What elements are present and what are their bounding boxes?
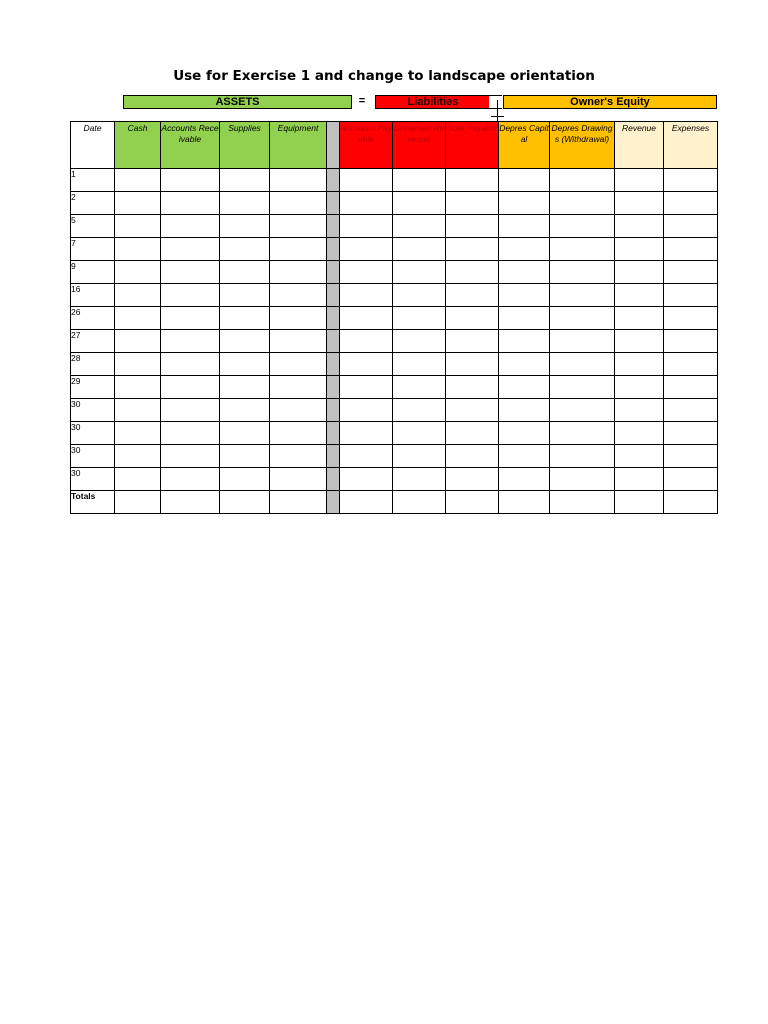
date-cell[interactable]: 1: [71, 169, 115, 192]
entry-cell[interactable]: [270, 422, 327, 445]
entry-cell[interactable]: [446, 399, 499, 422]
entry-cell[interactable]: [550, 238, 615, 261]
entry-cell[interactable]: [550, 445, 615, 468]
entry-cell[interactable]: [393, 353, 446, 376]
entry-cell[interactable]: [220, 284, 270, 307]
entry-cell[interactable]: [161, 169, 220, 192]
col-header-accounts-receivable[interactable]: Accounts Receivable: [161, 122, 220, 169]
entry-cell[interactable]: [161, 491, 220, 514]
entry-cell[interactable]: [664, 284, 718, 307]
entry-cell[interactable]: [115, 399, 161, 422]
entry-cell[interactable]: [393, 491, 446, 514]
entry-cell[interactable]: [161, 215, 220, 238]
entry-cell[interactable]: [115, 215, 161, 238]
entry-cell[interactable]: [446, 192, 499, 215]
entry-cell[interactable]: [446, 169, 499, 192]
entry-cell[interactable]: [393, 307, 446, 330]
entry-cell[interactable]: [220, 307, 270, 330]
entry-cell[interactable]: [270, 330, 327, 353]
entry-cell[interactable]: [115, 468, 161, 491]
separator-cell: [327, 215, 340, 238]
entry-cell[interactable]: [340, 399, 393, 422]
entry-cell[interactable]: [115, 169, 161, 192]
entry-cell[interactable]: [161, 399, 220, 422]
entry-cell[interactable]: [220, 491, 270, 514]
entry-cell[interactable]: [664, 330, 718, 353]
entry-cell[interactable]: [550, 468, 615, 491]
entry-cell[interactable]: [270, 284, 327, 307]
entry-cell[interactable]: [270, 307, 327, 330]
entry-cell[interactable]: [615, 468, 664, 491]
entry-cell[interactable]: [220, 215, 270, 238]
entry-cell[interactable]: [664, 353, 718, 376]
separator-cell: [327, 445, 340, 468]
entry-cell[interactable]: [615, 238, 664, 261]
accounting-equation-worksheet: [70, 121, 718, 514]
entry-cell[interactable]: [161, 445, 220, 468]
entry-cell[interactable]: [664, 468, 718, 491]
entry-cell[interactable]: [161, 468, 220, 491]
entry-cell[interactable]: [115, 422, 161, 445]
entry-cell[interactable]: [615, 422, 664, 445]
separator-cell: [327, 422, 340, 445]
entry-cell[interactable]: [615, 261, 664, 284]
date-cell[interactable]: 30: [71, 445, 115, 468]
entry-cell[interactable]: [340, 376, 393, 399]
entry-cell[interactable]: [340, 330, 393, 353]
selected-cell[interactable]: [489, 95, 502, 109]
cursor-crosshair-icon: [497, 100, 498, 122]
col-header-equipment[interactable]: Equipment: [270, 122, 327, 169]
separator-cell: [327, 399, 340, 422]
entry-cell[interactable]: [664, 169, 718, 192]
entry-cell[interactable]: [270, 445, 327, 468]
entry-cell[interactable]: [664, 215, 718, 238]
table-row: [71, 215, 718, 238]
entry-cell[interactable]: [499, 307, 550, 330]
liabilities-header-band: Liabilities: [375, 95, 491, 109]
entry-cell[interactable]: [499, 468, 550, 491]
entry-cell[interactable]: [161, 261, 220, 284]
entry-cell[interactable]: [220, 445, 270, 468]
entry-cell[interactable]: [393, 238, 446, 261]
entry-cell[interactable]: [220, 192, 270, 215]
col-header-date[interactable]: Date: [71, 122, 115, 169]
entry-cell[interactable]: [615, 307, 664, 330]
entry-cell[interactable]: [615, 330, 664, 353]
entry-cell[interactable]: [220, 353, 270, 376]
entry-cell[interactable]: [664, 238, 718, 261]
separator-cell: [327, 238, 340, 261]
entry-cell[interactable]: [615, 353, 664, 376]
entry-cell[interactable]: [446, 353, 499, 376]
entry-cell[interactable]: [393, 376, 446, 399]
entry-cell[interactable]: [161, 330, 220, 353]
separator-cell: [327, 491, 340, 514]
entry-cell[interactable]: [499, 169, 550, 192]
entry-cell[interactable]: [664, 422, 718, 445]
entry-cell[interactable]: [446, 261, 499, 284]
col-separator: [327, 122, 340, 169]
entry-cell[interactable]: [499, 284, 550, 307]
entry-cell[interactable]: [115, 307, 161, 330]
entry-cell[interactable]: [393, 261, 446, 284]
entry-cell[interactable]: [446, 215, 499, 238]
entry-cell[interactable]: [270, 215, 327, 238]
entry-cell[interactable]: [161, 307, 220, 330]
entry-cell[interactable]: [220, 238, 270, 261]
separator-cell: [327, 376, 340, 399]
entry-cell[interactable]: [550, 261, 615, 284]
entry-cell[interactable]: [393, 399, 446, 422]
separator-cell: [327, 192, 340, 215]
date-cell[interactable]: 30: [71, 422, 115, 445]
entry-cell[interactable]: [615, 491, 664, 514]
entry-cell[interactable]: [220, 169, 270, 192]
entry-cell[interactable]: [446, 491, 499, 514]
entry-cell[interactable]: [446, 445, 499, 468]
entry-cell[interactable]: [115, 330, 161, 353]
entry-cell[interactable]: [550, 215, 615, 238]
entry-cell[interactable]: [664, 376, 718, 399]
table-row: [71, 307, 718, 330]
entry-cell[interactable]: [499, 238, 550, 261]
separator-cell: [327, 284, 340, 307]
separator-cell: [327, 330, 340, 353]
entry-cell[interactable]: [340, 261, 393, 284]
table-row: [71, 330, 718, 353]
table-row: [71, 422, 718, 445]
entry-cell[interactable]: [161, 353, 220, 376]
entry-cell[interactable]: [664, 192, 718, 215]
entry-cell[interactable]: [550, 353, 615, 376]
entry-cell[interactable]: [270, 399, 327, 422]
col-header-note-payable[interactable]: Note Payable: [446, 122, 499, 169]
entry-cell[interactable]: [340, 445, 393, 468]
table-row: [71, 445, 718, 468]
entry-cell[interactable]: [550, 330, 615, 353]
entry-cell[interactable]: [340, 307, 393, 330]
entry-cell[interactable]: [550, 491, 615, 514]
entry-cell[interactable]: [393, 192, 446, 215]
entry-cell[interactable]: [161, 422, 220, 445]
totals-label[interactable]: Totals: [71, 491, 115, 514]
entry-cell[interactable]: [615, 445, 664, 468]
col-header-expenses[interactable]: Expenses: [664, 122, 718, 169]
assets-header-band: ASSETS: [123, 95, 352, 109]
entry-cell[interactable]: [446, 307, 499, 330]
entry-cell[interactable]: [393, 468, 446, 491]
entry-cell[interactable]: [340, 192, 393, 215]
separator-cell: [327, 468, 340, 491]
entry-cell[interactable]: [446, 284, 499, 307]
date-cell[interactable]: 29: [71, 376, 115, 399]
entry-cell[interactable]: [161, 284, 220, 307]
entry-cell[interactable]: [161, 376, 220, 399]
entry-cell[interactable]: [220, 261, 270, 284]
entry-cell[interactable]: [115, 353, 161, 376]
worksheet-body: [71, 169, 718, 514]
table-row: [71, 238, 718, 261]
entry-cell[interactable]: [615, 169, 664, 192]
table-row: [71, 284, 718, 307]
entry-cell[interactable]: [220, 399, 270, 422]
entry-cell[interactable]: [499, 215, 550, 238]
entry-cell[interactable]: [393, 330, 446, 353]
entry-cell[interactable]: [499, 399, 550, 422]
entry-cell[interactable]: [499, 491, 550, 514]
entry-cell[interactable]: [499, 445, 550, 468]
entry-cell[interactable]: [340, 468, 393, 491]
table-row: [71, 399, 718, 422]
entry-cell[interactable]: [615, 376, 664, 399]
entry-cell[interactable]: [340, 491, 393, 514]
entry-cell[interactable]: [393, 284, 446, 307]
entry-cell[interactable]: [446, 330, 499, 353]
entry-cell[interactable]: [270, 238, 327, 261]
entry-cell[interactable]: [499, 422, 550, 445]
entry-cell[interactable]: [340, 215, 393, 238]
col-header-revenue[interactable]: Revenue: [615, 122, 664, 169]
entry-cell[interactable]: [664, 261, 718, 284]
entry-cell[interactable]: [270, 192, 327, 215]
table-row: [71, 376, 718, 399]
entry-cell[interactable]: [270, 376, 327, 399]
col-header-cash[interactable]: Cash: [115, 122, 161, 169]
col-header-accounts-payable[interactable]: Accounts Payable: [340, 122, 393, 169]
entry-cell[interactable]: [340, 169, 393, 192]
entry-cell[interactable]: [550, 284, 615, 307]
entry-cell[interactable]: [446, 422, 499, 445]
entry-cell[interactable]: [393, 215, 446, 238]
entry-cell[interactable]: [220, 422, 270, 445]
entry-cell[interactable]: [340, 353, 393, 376]
separator-cell: [327, 169, 340, 192]
entry-cell[interactable]: [270, 353, 327, 376]
entry-cell[interactable]: [550, 192, 615, 215]
entry-cell[interactable]: [270, 169, 327, 192]
entry-cell[interactable]: [340, 422, 393, 445]
entry-cell[interactable]: [270, 261, 327, 284]
entry-cell[interactable]: [615, 215, 664, 238]
entry-cell[interactable]: [550, 376, 615, 399]
col-header-supplies[interactable]: Supplies: [220, 122, 270, 169]
entry-cell[interactable]: [664, 445, 718, 468]
entry-cell[interactable]: [115, 376, 161, 399]
entry-cell[interactable]: [499, 376, 550, 399]
entry-cell[interactable]: [499, 261, 550, 284]
owners-equity-header-band: Owner's Equity: [503, 95, 717, 109]
entry-cell[interactable]: [220, 468, 270, 491]
entry-cell[interactable]: [499, 353, 550, 376]
entry-cell[interactable]: [550, 307, 615, 330]
entry-cell[interactable]: [115, 445, 161, 468]
entry-cell[interactable]: [115, 284, 161, 307]
table-row: [71, 169, 718, 192]
entry-cell[interactable]: [115, 491, 161, 514]
header-row: [71, 122, 718, 169]
separator-cell: [327, 353, 340, 376]
entry-cell[interactable]: [499, 330, 550, 353]
entry-cell[interactable]: [550, 399, 615, 422]
entry-cell[interactable]: [446, 468, 499, 491]
col-header-unearned-revenue[interactable]: Unearned Revenue: [393, 122, 446, 169]
entry-cell[interactable]: [550, 422, 615, 445]
table-row: [71, 261, 718, 284]
date-cell[interactable]: 7: [71, 238, 115, 261]
entry-cell[interactable]: [393, 169, 446, 192]
date-cell[interactable]: 5: [71, 215, 115, 238]
table-row: [71, 353, 718, 376]
entry-cell[interactable]: [340, 284, 393, 307]
entry-cell[interactable]: [220, 376, 270, 399]
date-cell[interactable]: 30: [71, 468, 115, 491]
entry-cell[interactable]: [393, 445, 446, 468]
entry-cell[interactable]: [550, 169, 615, 192]
entry-cell[interactable]: [615, 284, 664, 307]
totals-row: [71, 491, 718, 514]
entry-cell[interactable]: [615, 192, 664, 215]
separator-cell: [327, 307, 340, 330]
cursor-crosshair-icon: [491, 116, 504, 117]
separator-cell: [327, 261, 340, 284]
entry-cell[interactable]: [115, 238, 161, 261]
date-cell[interactable]: 26: [71, 307, 115, 330]
date-cell[interactable]: 28: [71, 353, 115, 376]
date-cell[interactable]: 27: [71, 330, 115, 353]
entry-cell[interactable]: [161, 238, 220, 261]
entry-cell[interactable]: [161, 192, 220, 215]
date-cell[interactable]: 30: [71, 399, 115, 422]
entry-cell[interactable]: [270, 491, 327, 514]
col-header-depres-drawings[interactable]: Depres Drawings (Withdrawal): [550, 122, 615, 169]
entry-cell[interactable]: [393, 422, 446, 445]
col-header-depres-capital[interactable]: Depres Capital: [499, 122, 550, 169]
entry-cell[interactable]: [664, 307, 718, 330]
entry-cell[interactable]: [446, 376, 499, 399]
entry-cell[interactable]: [615, 399, 664, 422]
entry-cell[interactable]: [664, 399, 718, 422]
entry-cell[interactable]: [115, 192, 161, 215]
date-cell[interactable]: 2: [71, 192, 115, 215]
entry-cell[interactable]: [220, 330, 270, 353]
table-row: [71, 192, 718, 215]
date-cell[interactable]: 16: [71, 284, 115, 307]
entry-cell[interactable]: [446, 238, 499, 261]
page-title: Use for Exercise 1 and change to landscape orientation: [173, 68, 595, 84]
entry-cell[interactable]: [340, 238, 393, 261]
entry-cell[interactable]: [499, 192, 550, 215]
table-row: [71, 468, 718, 491]
date-cell[interactable]: 9: [71, 261, 115, 284]
entry-cell[interactable]: [664, 491, 718, 514]
entry-cell[interactable]: [115, 261, 161, 284]
entry-cell[interactable]: [270, 468, 327, 491]
equals-sign: =: [358, 95, 366, 107]
